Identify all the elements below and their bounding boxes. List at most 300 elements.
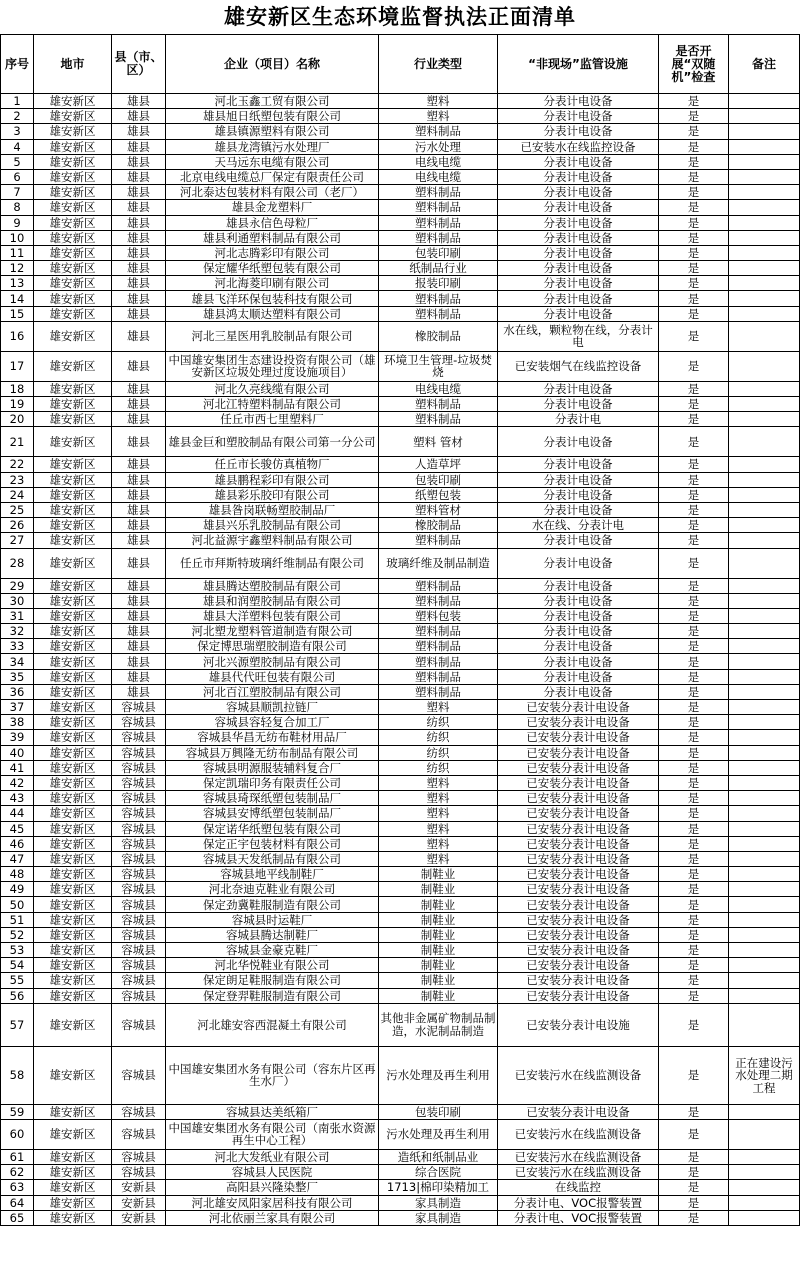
cell-facility: 已安装分表计电设备 bbox=[498, 867, 659, 882]
cell-company: 河北塑龙塑料管道制造有限公司 bbox=[166, 624, 379, 639]
cell-no: 17 bbox=[1, 351, 34, 381]
cell-no: 23 bbox=[1, 472, 34, 487]
cell-company: 雄县利通塑料制品有限公司 bbox=[166, 230, 379, 245]
cell-company: 雄县飞洋环保包装科技有限公司 bbox=[166, 291, 379, 306]
cell-no: 8 bbox=[1, 200, 34, 215]
cell-company: 容城县地平线制鞋厂 bbox=[166, 867, 379, 882]
cell-note bbox=[729, 973, 800, 988]
cell-note bbox=[729, 502, 800, 517]
cell-county: 雄县 bbox=[112, 381, 166, 396]
cell-check: 是 bbox=[659, 791, 729, 806]
cell-no: 2 bbox=[1, 109, 34, 124]
cell-industry: 制鞋业 bbox=[379, 973, 498, 988]
cell-note bbox=[729, 397, 800, 412]
cell-industry: 玻璃纤维及制品制造 bbox=[379, 548, 498, 578]
cell-company: 河北依丽兰家具有限公司 bbox=[166, 1210, 379, 1225]
cell-area: 雄安新区 bbox=[34, 730, 112, 745]
cell-county: 雄县 bbox=[112, 139, 166, 154]
cell-facility: 分表计电设备 bbox=[498, 215, 659, 230]
cell-check: 是 bbox=[659, 745, 729, 760]
cell-county: 雄县 bbox=[112, 109, 166, 124]
cell-industry: 塑料制品 bbox=[379, 200, 498, 215]
cell-area: 雄安新区 bbox=[34, 200, 112, 215]
cell-county: 雄县 bbox=[112, 215, 166, 230]
cell-check: 是 bbox=[659, 867, 729, 882]
cell-area: 雄安新区 bbox=[34, 397, 112, 412]
cell-county: 容城县 bbox=[112, 851, 166, 866]
cell-area: 雄安新区 bbox=[34, 351, 112, 381]
cell-area: 雄安新区 bbox=[34, 124, 112, 139]
cell-county: 容城县 bbox=[112, 958, 166, 973]
cell-company: 河北益源宇鑫塑料制品有限公司 bbox=[166, 533, 379, 548]
cell-check: 是 bbox=[659, 321, 729, 351]
cell-county: 安新县 bbox=[112, 1195, 166, 1210]
cell-industry: 环境卫生管理-垃圾焚烧 bbox=[379, 351, 498, 381]
cell-area: 雄安新区 bbox=[34, 669, 112, 684]
cell-industry: 制鞋业 bbox=[379, 897, 498, 912]
cell-area: 雄安新区 bbox=[34, 109, 112, 124]
cell-area: 雄安新区 bbox=[34, 1165, 112, 1180]
cell-area: 雄安新区 bbox=[34, 185, 112, 200]
cell-industry: 塑料制品 bbox=[379, 624, 498, 639]
cell-check: 是 bbox=[659, 306, 729, 321]
cell-company: 河北泰达包装材料有限公司（老厂） bbox=[166, 185, 379, 200]
cell-check: 是 bbox=[659, 639, 729, 654]
cell-no: 18 bbox=[1, 381, 34, 396]
cell-note bbox=[729, 867, 800, 882]
cell-company: 雄县金巨和塑胶制品有限公司第一分公司 bbox=[166, 427, 379, 457]
cell-county: 容城县 bbox=[112, 715, 166, 730]
cell-check: 是 bbox=[659, 882, 729, 897]
cell-check: 是 bbox=[659, 973, 729, 988]
cell-area: 雄安新区 bbox=[34, 988, 112, 1003]
cell-area: 雄安新区 bbox=[34, 851, 112, 866]
cell-check: 是 bbox=[659, 94, 729, 109]
table-row bbox=[1, 1195, 800, 1210]
cell-company: 雄县腾达塑胶制品有限公司 bbox=[166, 578, 379, 593]
cell-county: 雄县 bbox=[112, 154, 166, 169]
cell-company: 雄县龙湾镇污水处理厂 bbox=[166, 139, 379, 154]
cell-company: 容城县天发纸制品有限公司 bbox=[166, 851, 379, 866]
cell-note bbox=[729, 261, 800, 276]
cell-check: 是 bbox=[659, 230, 729, 245]
cell-facility: 分表计电设备 bbox=[498, 124, 659, 139]
cell-industry: 塑料制品 bbox=[379, 533, 498, 548]
cell-facility: 已安装分表计电设备 bbox=[498, 760, 659, 775]
cell-check: 是 bbox=[659, 1180, 729, 1195]
cell-industry: 综合医院 bbox=[379, 1165, 498, 1180]
cell-county: 雄县 bbox=[112, 397, 166, 412]
cell-industry: 塑料 bbox=[379, 836, 498, 851]
cell-check: 是 bbox=[659, 548, 729, 578]
cell-industry: 包装印刷 bbox=[379, 472, 498, 487]
table-row bbox=[1, 684, 800, 699]
cell-company: 保定凯瑞印务有限责任公司 bbox=[166, 775, 379, 790]
cell-facility: 已安装污水在线监测设备 bbox=[498, 1046, 659, 1104]
cell-industry: 塑料 bbox=[379, 109, 498, 124]
table-row bbox=[1, 927, 800, 942]
cell-note bbox=[729, 836, 800, 851]
cell-note bbox=[729, 943, 800, 958]
cell-note bbox=[729, 306, 800, 321]
cell-note bbox=[729, 1003, 800, 1046]
table-row bbox=[1, 94, 800, 109]
cell-industry: 污水处理及再生利用 bbox=[379, 1046, 498, 1104]
cell-note bbox=[729, 897, 800, 912]
table-row bbox=[1, 958, 800, 973]
cell-no: 33 bbox=[1, 639, 34, 654]
cell-industry: 电线电缆 bbox=[379, 154, 498, 169]
cell-note bbox=[729, 245, 800, 260]
cell-facility: 分表计电设备 bbox=[498, 593, 659, 608]
cell-company: 雄县大洋塑料包装有限公司 bbox=[166, 608, 379, 623]
cell-no: 51 bbox=[1, 912, 34, 927]
cell-area: 雄安新区 bbox=[34, 745, 112, 760]
cell-note bbox=[729, 427, 800, 457]
cell-check: 是 bbox=[659, 215, 729, 230]
cell-check: 是 bbox=[659, 1149, 729, 1164]
table-row bbox=[1, 760, 800, 775]
cell-company: 雄县永信色母粒厂 bbox=[166, 215, 379, 230]
header-industry: 行业类型 bbox=[379, 35, 498, 94]
cell-company: 雄县和润塑胶制品有限公司 bbox=[166, 593, 379, 608]
cell-company: 容城县达美纸箱厂 bbox=[166, 1104, 379, 1119]
cell-no: 13 bbox=[1, 276, 34, 291]
cell-county: 雄县 bbox=[112, 276, 166, 291]
cell-company: 容城县华昌无纺布鞋材用品厂 bbox=[166, 730, 379, 745]
cell-check: 是 bbox=[659, 291, 729, 306]
cell-no: 6 bbox=[1, 169, 34, 184]
cell-company: 河北兴源塑胶制品有限公司 bbox=[166, 654, 379, 669]
cell-facility: 已安装分表计电设备 bbox=[498, 775, 659, 790]
cell-county: 容城县 bbox=[112, 897, 166, 912]
cell-note bbox=[729, 624, 800, 639]
cell-check: 是 bbox=[659, 988, 729, 1003]
cell-county: 容城县 bbox=[112, 912, 166, 927]
cell-note bbox=[729, 139, 800, 154]
cell-company: 河北百江塑胶制品有限公司 bbox=[166, 684, 379, 699]
cell-area: 雄安新区 bbox=[34, 927, 112, 942]
cell-check: 是 bbox=[659, 200, 729, 215]
cell-note bbox=[729, 669, 800, 684]
cell-facility: 分表计电设备 bbox=[498, 502, 659, 517]
table-row bbox=[1, 700, 800, 715]
cell-note bbox=[729, 791, 800, 806]
cell-area: 雄安新区 bbox=[34, 821, 112, 836]
cell-no: 20 bbox=[1, 412, 34, 427]
cell-facility: 分表计电设备 bbox=[498, 397, 659, 412]
cell-check: 是 bbox=[659, 457, 729, 472]
cell-industry: 纺织 bbox=[379, 730, 498, 745]
cell-county: 雄县 bbox=[112, 654, 166, 669]
cell-check: 是 bbox=[659, 169, 729, 184]
header-note: 备注 bbox=[729, 35, 800, 94]
cell-area: 雄安新区 bbox=[34, 1046, 112, 1104]
cell-industry: 制鞋业 bbox=[379, 912, 498, 927]
cell-facility: 分表计电、VOC报警装置 bbox=[498, 1195, 659, 1210]
cell-area: 雄安新区 bbox=[34, 684, 112, 699]
cell-area: 雄安新区 bbox=[34, 973, 112, 988]
cell-facility: 分表计电设备 bbox=[498, 472, 659, 487]
cell-no: 26 bbox=[1, 518, 34, 533]
cell-note bbox=[729, 730, 800, 745]
cell-note bbox=[729, 185, 800, 200]
cell-no: 22 bbox=[1, 457, 34, 472]
cell-note bbox=[729, 654, 800, 669]
table-row bbox=[1, 245, 800, 260]
cell-area: 雄安新区 bbox=[34, 775, 112, 790]
cell-area: 雄安新区 bbox=[34, 291, 112, 306]
cell-company: 河北雄安容西混凝土有限公司 bbox=[166, 1003, 379, 1046]
cell-industry: 塑料制品 bbox=[379, 684, 498, 699]
cell-facility: 已安装分表计电设备 bbox=[498, 973, 659, 988]
cell-note bbox=[729, 230, 800, 245]
cell-county: 雄县 bbox=[112, 578, 166, 593]
cell-industry: 塑料制品 bbox=[379, 185, 498, 200]
cell-area: 雄安新区 bbox=[34, 897, 112, 912]
table-row bbox=[1, 1180, 800, 1195]
table-row bbox=[1, 943, 800, 958]
table-row bbox=[1, 200, 800, 215]
cell-no: 61 bbox=[1, 1149, 34, 1164]
cell-check: 是 bbox=[659, 109, 729, 124]
header-area: 地市 bbox=[34, 35, 112, 94]
cell-no: 19 bbox=[1, 397, 34, 412]
cell-county: 容城县 bbox=[112, 1119, 166, 1149]
cell-facility: 分表计电设备 bbox=[498, 684, 659, 699]
cell-area: 雄安新区 bbox=[34, 624, 112, 639]
cell-no: 30 bbox=[1, 593, 34, 608]
cell-company: 河北大发纸业有限公司 bbox=[166, 1149, 379, 1164]
cell-note bbox=[729, 578, 800, 593]
cell-company: 河北江特塑料制品有限公司 bbox=[166, 397, 379, 412]
cell-company: 河北雄安凤阳家居科技有限公司 bbox=[166, 1195, 379, 1210]
cell-check: 是 bbox=[659, 608, 729, 623]
table-row bbox=[1, 321, 800, 351]
table-row bbox=[1, 291, 800, 306]
cell-check: 是 bbox=[659, 139, 729, 154]
cell-check: 是 bbox=[659, 851, 729, 866]
cell-facility: 分表计电设备 bbox=[498, 154, 659, 169]
cell-note bbox=[729, 154, 800, 169]
cell-facility: 已安装分表计电设备 bbox=[498, 882, 659, 897]
cell-no: 45 bbox=[1, 821, 34, 836]
table-body bbox=[1, 94, 800, 1226]
cell-area: 雄安新区 bbox=[34, 1149, 112, 1164]
cell-no: 28 bbox=[1, 548, 34, 578]
cell-industry: 塑料制品 bbox=[379, 397, 498, 412]
cell-check: 是 bbox=[659, 1119, 729, 1149]
header-facility: “非现场”监管设施 bbox=[498, 35, 659, 94]
cell-note bbox=[729, 457, 800, 472]
cell-no: 14 bbox=[1, 291, 34, 306]
cell-county: 雄县 bbox=[112, 169, 166, 184]
cell-company: 河北海菱印刷有限公司 bbox=[166, 276, 379, 291]
cell-industry: 1713|棉印染精加工 bbox=[379, 1180, 498, 1195]
cell-county: 雄县 bbox=[112, 472, 166, 487]
cell-no: 62 bbox=[1, 1165, 34, 1180]
cell-no: 38 bbox=[1, 715, 34, 730]
cell-check: 是 bbox=[659, 533, 729, 548]
cell-area: 雄安新区 bbox=[34, 457, 112, 472]
cell-check: 是 bbox=[659, 487, 729, 502]
cell-no: 50 bbox=[1, 897, 34, 912]
cell-company: 保定耀华纸塑包装有限公司 bbox=[166, 261, 379, 276]
cell-industry: 污水处理及再生利用 bbox=[379, 1119, 498, 1149]
cell-facility: 分表计电设备 bbox=[498, 276, 659, 291]
cell-area: 雄安新区 bbox=[34, 700, 112, 715]
cell-facility: 水在线、分表计电 bbox=[498, 518, 659, 533]
cell-note bbox=[729, 882, 800, 897]
cell-county: 雄县 bbox=[112, 245, 166, 260]
cell-company: 保定博思瑞塑胶制造有限公司 bbox=[166, 639, 379, 654]
cell-county: 容城县 bbox=[112, 791, 166, 806]
cell-check: 是 bbox=[659, 245, 729, 260]
cell-industry: 制鞋业 bbox=[379, 988, 498, 1003]
cell-area: 雄安新区 bbox=[34, 230, 112, 245]
cell-area: 雄安新区 bbox=[34, 154, 112, 169]
cell-check: 是 bbox=[659, 124, 729, 139]
cell-note bbox=[729, 472, 800, 487]
cell-no: 15 bbox=[1, 306, 34, 321]
cell-facility: 已安装分表计电设备 bbox=[498, 836, 659, 851]
cell-county: 雄县 bbox=[112, 457, 166, 472]
table-row bbox=[1, 745, 800, 760]
cell-facility: 已安装分表计电设备 bbox=[498, 745, 659, 760]
cell-facility: 已安装污水在线监测设备 bbox=[498, 1165, 659, 1180]
cell-company: 雄县金龙塑料厂 bbox=[166, 200, 379, 215]
table-row bbox=[1, 593, 800, 608]
cell-note bbox=[729, 988, 800, 1003]
cell-check: 是 bbox=[659, 412, 729, 427]
cell-check: 是 bbox=[659, 943, 729, 958]
cell-check: 是 bbox=[659, 1046, 729, 1104]
cell-check: 是 bbox=[659, 593, 729, 608]
cell-no: 55 bbox=[1, 973, 34, 988]
table-row bbox=[1, 1210, 800, 1225]
cell-check: 是 bbox=[659, 775, 729, 790]
table-row bbox=[1, 548, 800, 578]
cell-industry: 塑料 bbox=[379, 806, 498, 821]
cell-area: 雄安新区 bbox=[34, 487, 112, 502]
cell-facility: 分表计电设备 bbox=[498, 669, 659, 684]
table-row bbox=[1, 139, 800, 154]
cell-no: 64 bbox=[1, 1195, 34, 1210]
cell-company: 雄县鹏程彩印有限公司 bbox=[166, 472, 379, 487]
cell-county: 容城县 bbox=[112, 821, 166, 836]
cell-no: 49 bbox=[1, 882, 34, 897]
cell-no: 37 bbox=[1, 700, 34, 715]
cell-facility: 分表计电设备 bbox=[498, 624, 659, 639]
cell-facility: 分表计电设备 bbox=[498, 185, 659, 200]
cell-county: 容城县 bbox=[112, 1165, 166, 1180]
table-row bbox=[1, 836, 800, 851]
cell-company: 雄县旭日纸塑包装有限公司 bbox=[166, 109, 379, 124]
cell-county: 容城县 bbox=[112, 1149, 166, 1164]
cell-company: 河北久亮线缆有限公司 bbox=[166, 381, 379, 396]
table-row bbox=[1, 109, 800, 124]
cell-no: 40 bbox=[1, 745, 34, 760]
cell-area: 雄安新区 bbox=[34, 518, 112, 533]
table-row bbox=[1, 806, 800, 821]
cell-note bbox=[729, 381, 800, 396]
table-row bbox=[1, 730, 800, 745]
cell-no: 34 bbox=[1, 654, 34, 669]
cell-no: 10 bbox=[1, 230, 34, 245]
cell-facility: 分表计电 bbox=[498, 412, 659, 427]
cell-no: 35 bbox=[1, 669, 34, 684]
cell-facility: 分表计电设备 bbox=[498, 578, 659, 593]
cell-check: 是 bbox=[659, 958, 729, 973]
cell-county: 容城县 bbox=[112, 745, 166, 760]
cell-facility: 分表计电设备 bbox=[498, 654, 659, 669]
cell-note bbox=[729, 124, 800, 139]
cell-area: 雄安新区 bbox=[34, 427, 112, 457]
cell-county: 安新县 bbox=[112, 1210, 166, 1225]
cell-area: 雄安新区 bbox=[34, 806, 112, 821]
cell-no: 11 bbox=[1, 245, 34, 260]
cell-note bbox=[729, 593, 800, 608]
header-row bbox=[1, 35, 800, 94]
cell-no: 9 bbox=[1, 215, 34, 230]
cell-check: 是 bbox=[659, 912, 729, 927]
cell-industry: 塑料制品 bbox=[379, 593, 498, 608]
cell-note bbox=[729, 775, 800, 790]
cell-industry: 塑料制品 bbox=[379, 639, 498, 654]
cell-county: 容城县 bbox=[112, 806, 166, 821]
cell-note bbox=[729, 639, 800, 654]
cell-county: 雄县 bbox=[112, 306, 166, 321]
cell-company: 雄县兴乐乳胶制品有限公司 bbox=[166, 518, 379, 533]
cell-no: 31 bbox=[1, 608, 34, 623]
cell-check: 是 bbox=[659, 1165, 729, 1180]
cell-check: 是 bbox=[659, 624, 729, 639]
cell-area: 雄安新区 bbox=[34, 169, 112, 184]
cell-county: 容城县 bbox=[112, 988, 166, 1003]
table-row bbox=[1, 578, 800, 593]
cell-industry: 塑料制品 bbox=[379, 124, 498, 139]
cell-no: 46 bbox=[1, 836, 34, 851]
cell-company: 容城县顺凯拉链厂 bbox=[166, 700, 379, 715]
cell-no: 53 bbox=[1, 943, 34, 958]
cell-area: 雄安新区 bbox=[34, 548, 112, 578]
cell-facility: 已安装烟气在线监控设备 bbox=[498, 351, 659, 381]
cell-note bbox=[729, 608, 800, 623]
cell-facility: 已安装分表计电设备 bbox=[498, 715, 659, 730]
table-row bbox=[1, 502, 800, 517]
page-title: 雄安新区生态环境监督执法正面清单 bbox=[224, 5, 576, 29]
cell-no: 43 bbox=[1, 791, 34, 806]
cell-check: 是 bbox=[659, 821, 729, 836]
table-row bbox=[1, 487, 800, 502]
cell-facility: 分表计电设备 bbox=[498, 245, 659, 260]
cell-county: 容城县 bbox=[112, 867, 166, 882]
cell-company: 天马远东电缆有限公司 bbox=[166, 154, 379, 169]
cell-industry: 塑料制品 bbox=[379, 306, 498, 321]
cell-note bbox=[729, 806, 800, 821]
cell-facility: 分表计电设备 bbox=[498, 427, 659, 457]
cell-facility: 分表计电设备 bbox=[498, 381, 659, 396]
cell-facility: 已安装分表计电设备 bbox=[498, 943, 659, 958]
cell-industry: 塑料制品 bbox=[379, 215, 498, 230]
cell-area: 雄安新区 bbox=[34, 533, 112, 548]
cell-facility: 分表计电设备 bbox=[498, 94, 659, 109]
cell-area: 雄安新区 bbox=[34, 245, 112, 260]
cell-facility: 已安装分表计电设备 bbox=[498, 1104, 659, 1119]
table-row bbox=[1, 533, 800, 548]
cell-company: 中国雄安集团水务有限公司（南张水资源再生中心工程） bbox=[166, 1119, 379, 1149]
cell-note bbox=[729, 715, 800, 730]
